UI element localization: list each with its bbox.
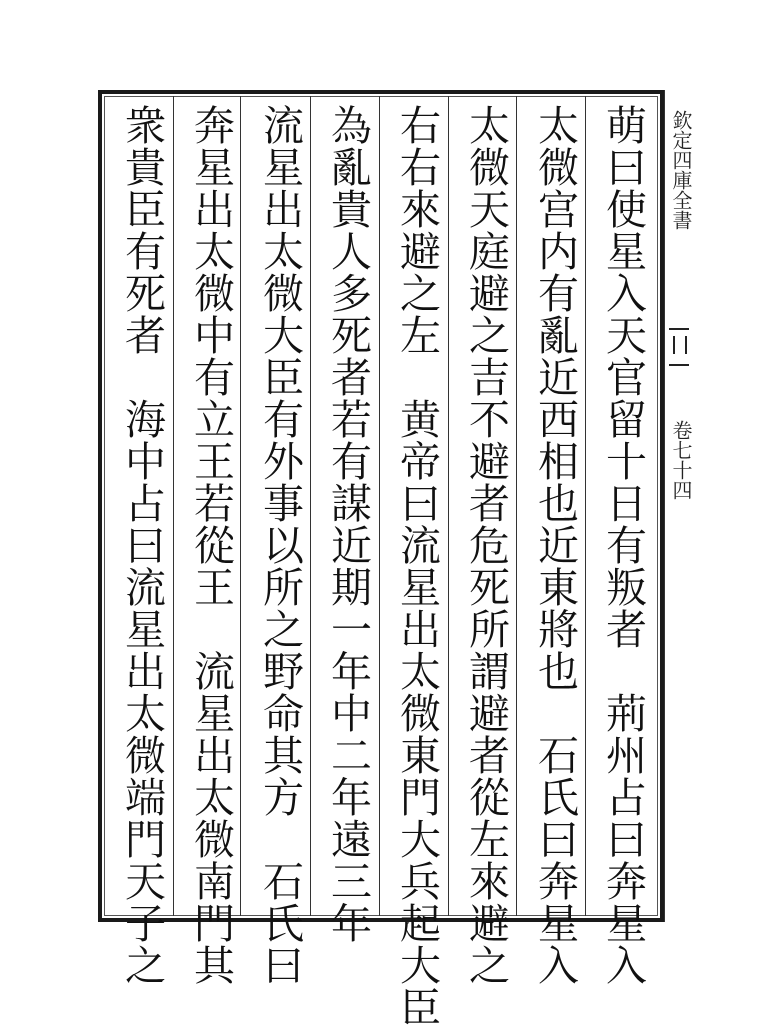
margin-title: 欽定四庫全書 (669, 110, 693, 230)
column-rule (448, 96, 449, 916)
column-rule (240, 96, 241, 916)
column-rule (173, 96, 174, 916)
text-column-4: 右右來避之左 黄帝曰流星出太微東門大兵起大臣 (393, 104, 441, 1028)
text-column-8: 衆貴臣有死者 海中占曰流星出太微端門天子之 (118, 104, 166, 986)
column-rule (310, 96, 311, 916)
column-rule (379, 96, 380, 916)
column-rule (516, 96, 517, 916)
text-column-6: 流星出太微大臣有外事以所之野命其方 石氏曰 (256, 104, 304, 986)
margin-strip (664, 90, 695, 922)
text-column-5: 為亂貴人多死者若有謀近期一年中二年遠三年 (324, 104, 372, 944)
text-column-7: 奔星出太微中有立王若從王 流星出太微南門其 (187, 104, 235, 986)
text-column-1: 萌曰使星入天官留十日有叛者 荊州占曰奔星入 (599, 104, 647, 986)
fish-tail-mark-icon (669, 328, 689, 366)
column-rule (585, 96, 586, 916)
text-column-3: 太微天庭避之吉不避者危死所謂避者從左來避之 (462, 104, 510, 986)
text-column-2: 太微宫内有亂近西相也近東將也 石氏曰奔星入 (531, 104, 579, 986)
margin-volume-number: 卷七十四 (669, 420, 693, 500)
